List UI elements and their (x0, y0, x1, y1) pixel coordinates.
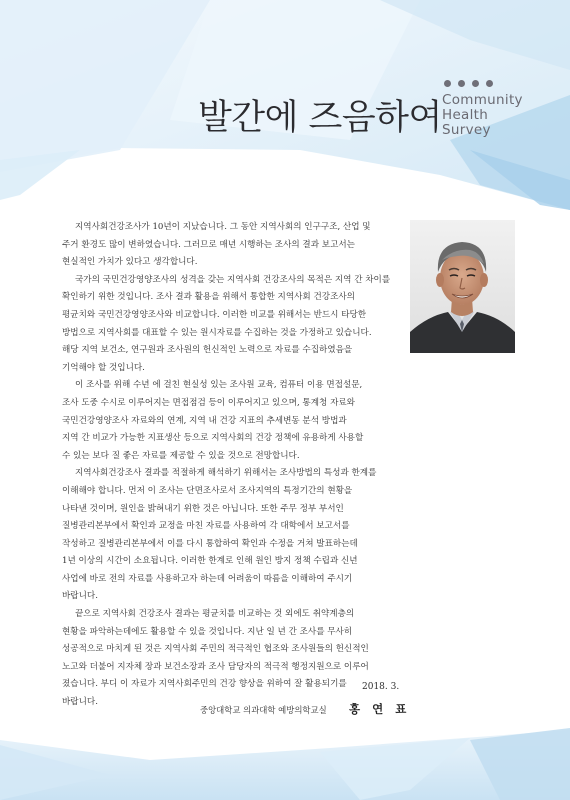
text-line: 노고와 더불어 지자체 장과 보건소장과 조사 담당자의 적극적 행정지원으로 이루어 (62, 661, 369, 672)
dot-icon (458, 80, 465, 87)
text-line: 국민건강영양조사 자료와의 연계, 지역 내 건강 지표의 추세변동 분석 방법과 (62, 415, 347, 426)
portrait-photo (410, 220, 515, 353)
text-line: 조사 도중 수시로 이루어지는 면접점검 등이 이루어지고 있으며, 통계청 자료와 (62, 397, 355, 408)
text-line: 현황을 파악하는데에도 활용할 수 있을 것입니다. 지난 일 년 간 조사를 무사히 (62, 626, 353, 637)
text-line: 이 조사를 위해 수년 에 걸친 현실성 있는 조사원 교육, 컴퓨터 이용 면접설문, (75, 380, 363, 391)
dot-icon (472, 80, 479, 87)
text-line: 확인하기 위한 것입니다. 조사 결과 활용을 위해서 통합한 지역사회 건강조사의 (62, 292, 355, 303)
body-text (62, 219, 402, 712)
brand-line: Health (442, 107, 489, 123)
dot-icon (486, 80, 493, 87)
text-line: 국가의 국민건강영양조사의 성격을 갖는 지역사회 건강조사의 목적은 지역 간 차이를 (75, 274, 391, 285)
text-line: 사업에 바로 전의 자료를 사용하고자 하는데 어려움이 따름을 이해하여 주시기 (62, 573, 353, 584)
brand-mark (442, 93, 562, 138)
text-line: 졌습니다. 부디 이 자료가 지역사회주민의 건강 향상을 위하여 잘 활용되기를 (62, 679, 347, 690)
text-line: 1년 이상의 시간이 소요됩니다. 이러한 한계로 인해 원인 방지 정책 수립과 신년 (62, 556, 358, 567)
author-name: 홍 연 표 (349, 702, 411, 716)
brand-line: Survey (442, 122, 491, 138)
text-line: 이해해야 합니다. 먼저 이 조사는 단면조사로서 조사지역의 특정기간의 현황을 (62, 485, 353, 496)
text-line: 현실적인 가치가 있다고 생각합니다. (62, 257, 198, 268)
text-line: 지역 간 비교가 가능한 지표생산 등으로 지역사회의 건강 정책에 유용하게 사용할 (62, 433, 364, 444)
paragraph (62, 219, 402, 272)
text-line: 끝으로 지역사회 건강조사 결과는 평균치를 비교하는 것 외에도 취약계층의 (75, 609, 355, 620)
text-line: 수 있는 보다 질 좋은 자료를 제공할 수 있을 것으로 전망합니다. (62, 450, 300, 461)
text-line: 지역사회건강조사가 10년이 지났습니다. 그 동안 지역사회의 인구구조, 산업 및 (75, 222, 371, 232)
text-line: 바랍니다. (62, 697, 98, 708)
text-line: 나타낸 것이며, 원인을 밝혀내기 위한 것은 아닙니다. 또한 주무 정부 부서인 (62, 503, 344, 514)
paragraph (62, 272, 402, 378)
text-line: 기억해야 할 것입니다. (62, 362, 145, 373)
text-line: 질병관리본부에서 확인과 교정을 마친 자료를 사용하여 각 대학에서 보고서를 (62, 521, 350, 532)
text-line: 주거 환경도 많이 변하였습니다. 그러므로 매년 시행하는 조사의 결과 보고서는 (62, 239, 355, 250)
dot-icon (444, 80, 451, 87)
page-title: 발간에 즈음하여 (198, 98, 442, 138)
text-line: 방법으로 지역사회를 대표할 수 있는 원시자료를 수집하는 것을 가정하고 있습니다. (62, 327, 372, 338)
paragraph (62, 606, 402, 712)
paragraph (62, 465, 402, 606)
text-line: 해당 지역 보건소, 연구원과 조사원의 헌신적인 노력으로 자료를 수집하였음을 (62, 345, 353, 356)
affiliation: 중앙대학교 의과대학 예방의학교실 (200, 705, 327, 715)
text-line: 바랍니다. (62, 591, 98, 602)
decorative-dots (444, 80, 493, 87)
brand-line: Community (442, 92, 523, 108)
portrait-icon (410, 220, 515, 353)
text-line: 작성하고 질병관리본부에서 이를 다시 통합하여 확인과 수정을 거쳐 발표하는데 (62, 538, 358, 549)
text-line: 지역사회건강조사 결과를 적절하게 해석하기 위해서는 조사방법의 특성과 한계를 (75, 468, 377, 479)
date-line: 2018. 3. (362, 682, 400, 692)
text-line: 성공적으로 마치게 된 것은 지역사회 주민의 적극적인 협조와 조사원들의 헌신적인 (62, 644, 369, 655)
text-line: 평균치와 국민건강영양조사와 비교합니다. 이러한 비교를 위해서는 반드시 타당한 (62, 309, 367, 320)
paragraph (62, 377, 402, 465)
